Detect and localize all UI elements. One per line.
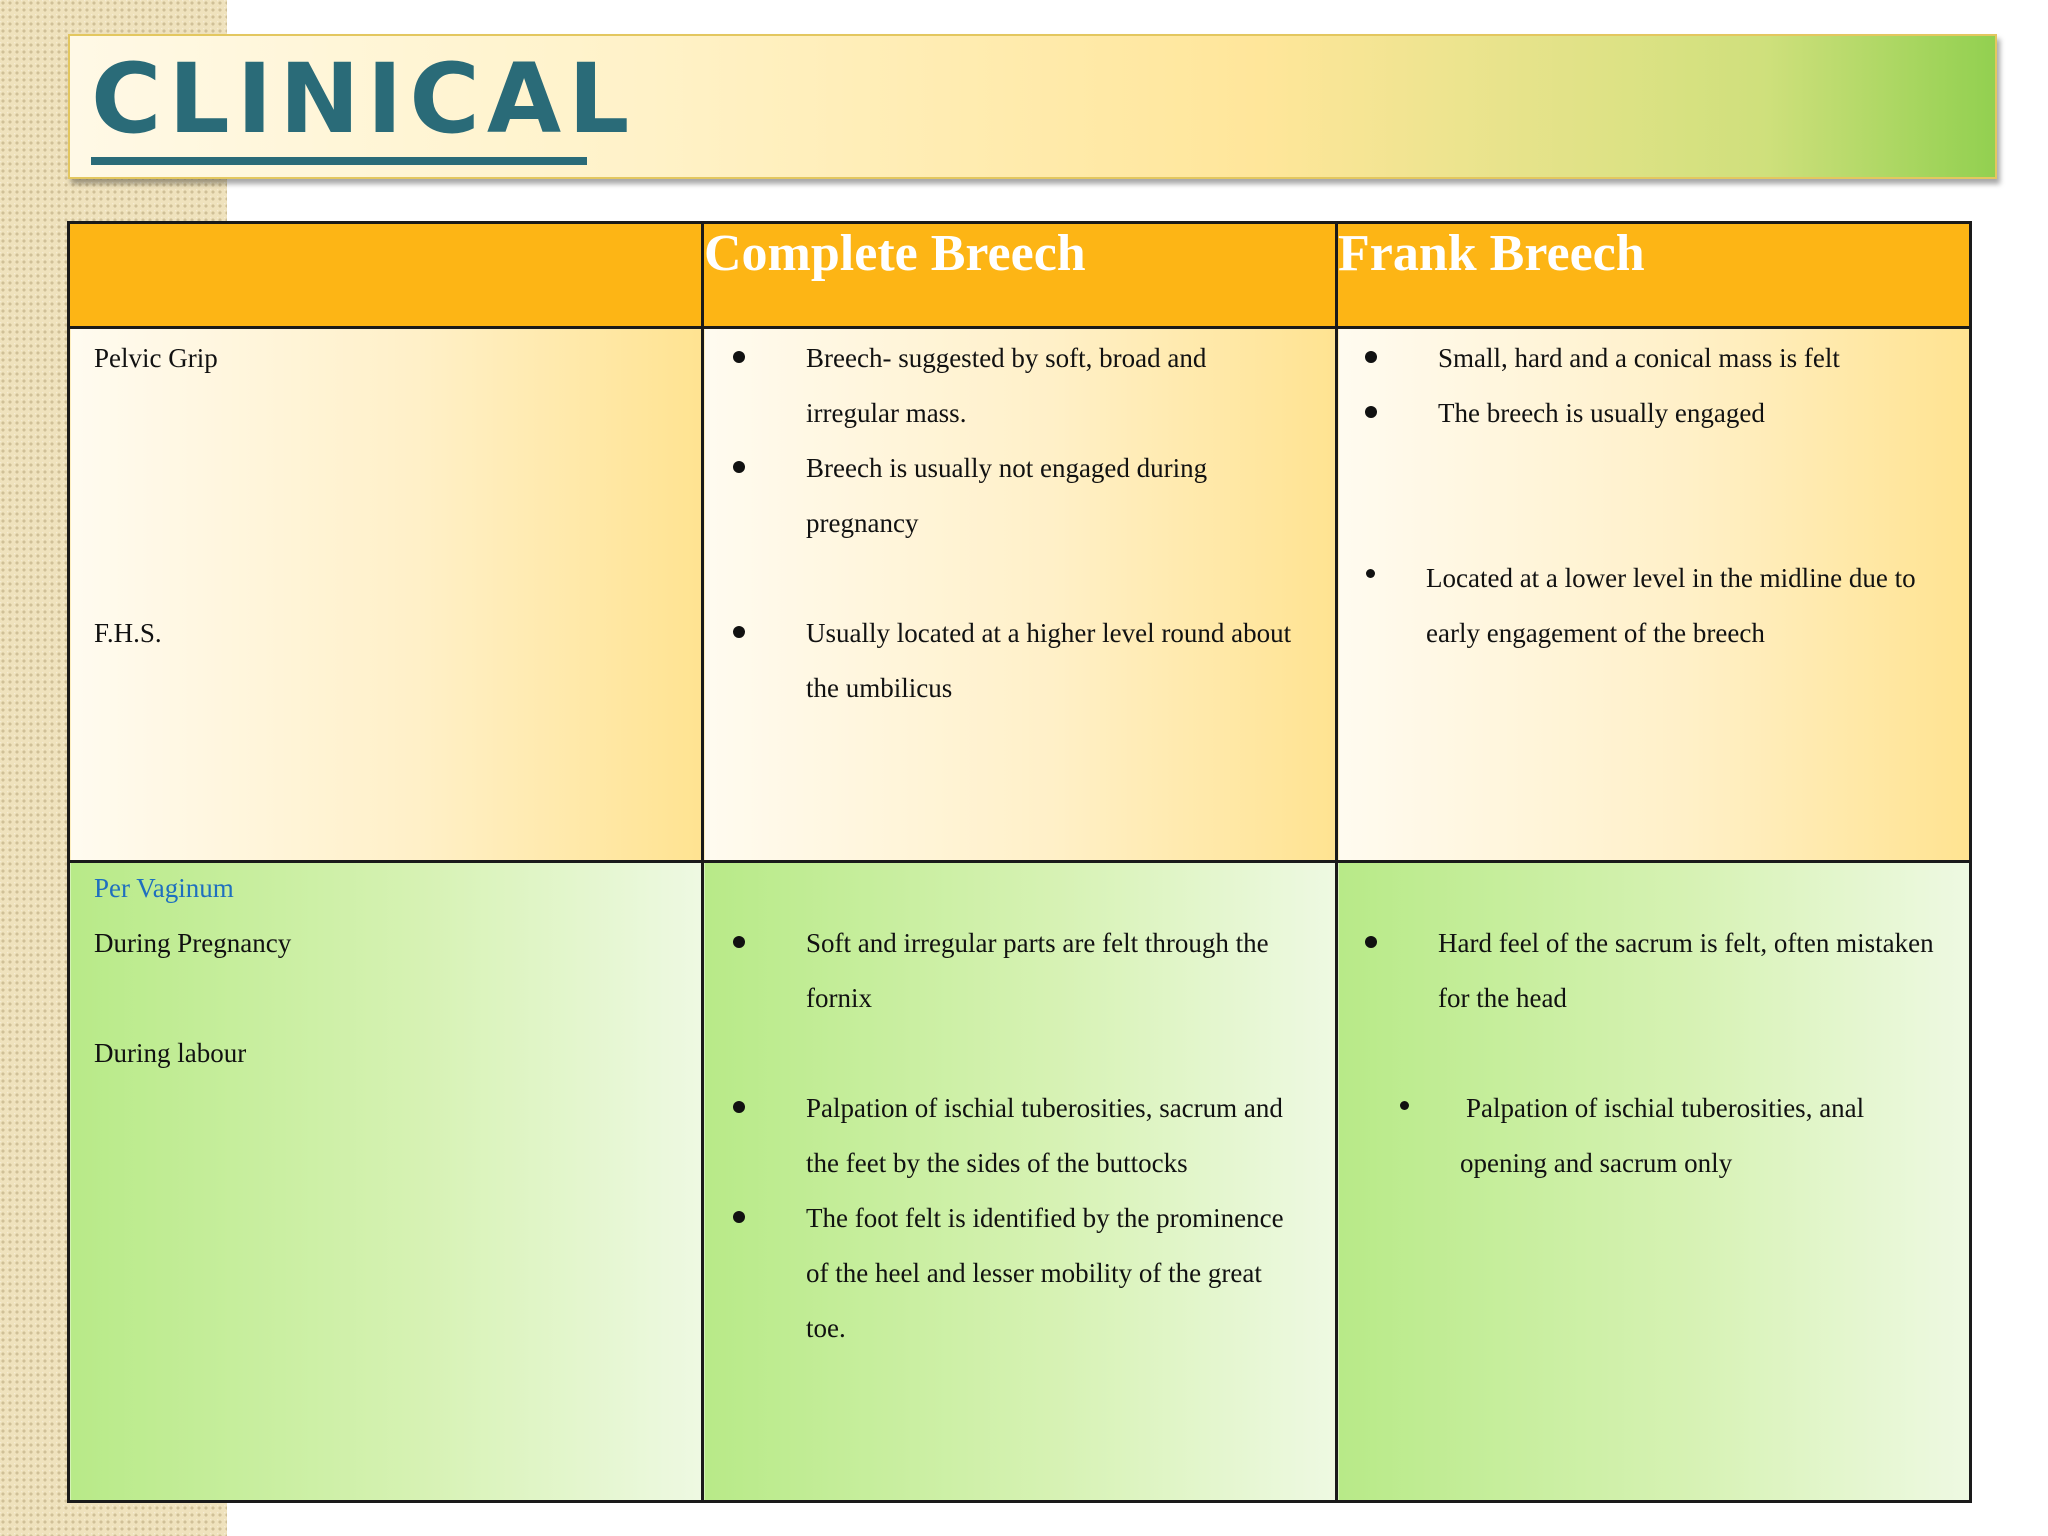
bullet-icon — [1365, 936, 1377, 948]
header-cell-complete-breech: Complete Breech — [703, 223, 1337, 328]
frank-breech-cell — [1337, 328, 1971, 862]
table-header-row — [69, 223, 1971, 328]
list-item: Hard feel of the sacrum is felt, often mistaken — [1438, 928, 1934, 958]
list-item: Located at a lower level in the midline due to — [1426, 563, 1916, 593]
list-item-continuation: the umbilicus — [806, 673, 953, 703]
table-row — [69, 862, 1971, 1502]
list-item: The foot felt is identified by the prominence — [806, 1203, 1284, 1233]
complete-breech-cell — [703, 862, 1337, 1502]
bullet-icon — [1366, 569, 1375, 578]
list-item: Palpation of ischial tuberosities, sacrum and — [806, 1093, 1283, 1123]
bullet-icon — [1400, 1101, 1409, 1110]
list-item-continuation: the feet by the sides of the buttocks — [806, 1148, 1188, 1178]
bullet-icon — [733, 461, 745, 473]
list-item-continuation: fornix — [806, 983, 872, 1013]
row-label-cell — [69, 328, 703, 862]
list-item: The breech is usually engaged — [1438, 398, 1765, 428]
list-item-continuation: irregular mass. — [806, 398, 967, 428]
label-fhs: F.H.S. — [94, 618, 162, 648]
list-item: Usually located at a higher level round about — [806, 618, 1292, 648]
complete-breech-cell — [703, 328, 1337, 862]
label-during-pregnancy: During Pregnancy — [94, 928, 292, 958]
row-label-cell — [69, 862, 703, 1502]
header-cell-frank-breech: Frank Breech — [1337, 223, 1971, 328]
list-item-continuation: of the heel and lesser mobility of the great — [806, 1258, 1262, 1288]
page-title: CLINICAL — [91, 43, 637, 155]
list-item: Small, hard and a conical mass is felt — [1438, 343, 1840, 373]
list-item-continuation: early engagement of the breech — [1426, 618, 1765, 648]
list-item-continuation: pregnancy — [806, 508, 919, 538]
frank-breech-cell — [1337, 862, 1971, 1502]
list-item: Breech- suggested by soft, broad and — [806, 343, 1207, 373]
bullet-icon — [733, 351, 745, 363]
table-row — [69, 328, 1971, 862]
list-item-continuation: toe. — [806, 1313, 846, 1343]
label-per-vaginum: Per Vaginum — [94, 873, 234, 903]
comparison-table — [67, 221, 1972, 1503]
list-item-continuation: opening and sacrum only — [1460, 1148, 1733, 1178]
bullet-icon — [1365, 351, 1377, 363]
label-during-labour: During labour — [94, 1038, 247, 1068]
list-item-continuation: for the head — [1438, 983, 1567, 1013]
list-item: Soft and irregular parts are felt through the — [806, 928, 1269, 958]
title-banner — [68, 34, 1997, 179]
bullet-icon — [1365, 406, 1377, 418]
header-cell-empty — [69, 223, 703, 328]
list-item: Breech is usually not engaged during — [806, 453, 1208, 483]
list-item: Palpation of ischial tuberosities, anal — [1466, 1093, 1865, 1123]
bullet-icon — [733, 626, 745, 638]
title-underline — [91, 157, 587, 165]
bullet-icon — [733, 1211, 745, 1223]
bullet-icon — [733, 1101, 745, 1113]
bullet-icon — [733, 936, 745, 948]
label-pelvic-grip: Pelvic Grip — [94, 343, 218, 373]
